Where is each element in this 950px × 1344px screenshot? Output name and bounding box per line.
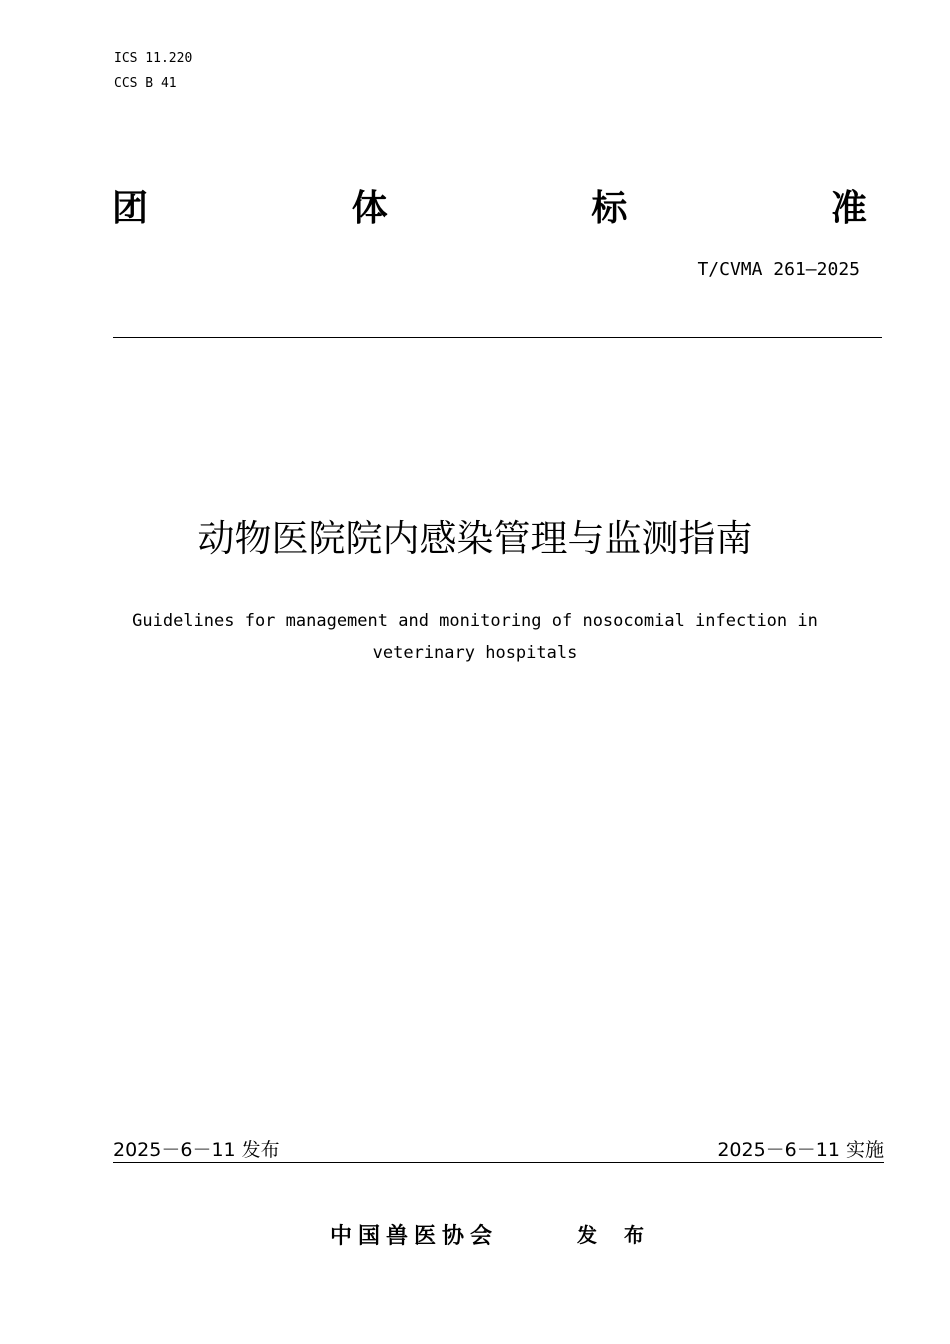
- title-english-line: Guidelines for management and monitoring of nosocomial infection in: [132, 611, 818, 631]
- standard-type-char: 团: [112, 188, 149, 229]
- title-english: [80, 605, 870, 669]
- issue-date: 2025－6－11 发布: [113, 1139, 280, 1161]
- implementation-date: 2025－6－11 实施: [717, 1139, 884, 1161]
- title-chinese: 动物医院院内感染管理与监测指南: [197, 517, 753, 560]
- publisher-organization: 中国兽医协会: [330, 1224, 499, 1249]
- standard-type-char: 准: [830, 188, 867, 229]
- standard-type-heading: [112, 186, 867, 232]
- ics-code: ICS 11.220: [114, 51, 193, 66]
- bottom-divider: [113, 1162, 884, 1163]
- title-english-line: veterinary hospitals: [372, 643, 578, 663]
- publisher-action: 发 布: [577, 1223, 654, 1247]
- top-divider: [113, 337, 882, 338]
- standard-type-char: 体: [351, 188, 388, 229]
- ccs-code: CCS B 41: [114, 76, 177, 91]
- standard-type-char: 标: [591, 188, 628, 229]
- standard-number: T/CVMA 261—2025: [697, 259, 860, 280]
